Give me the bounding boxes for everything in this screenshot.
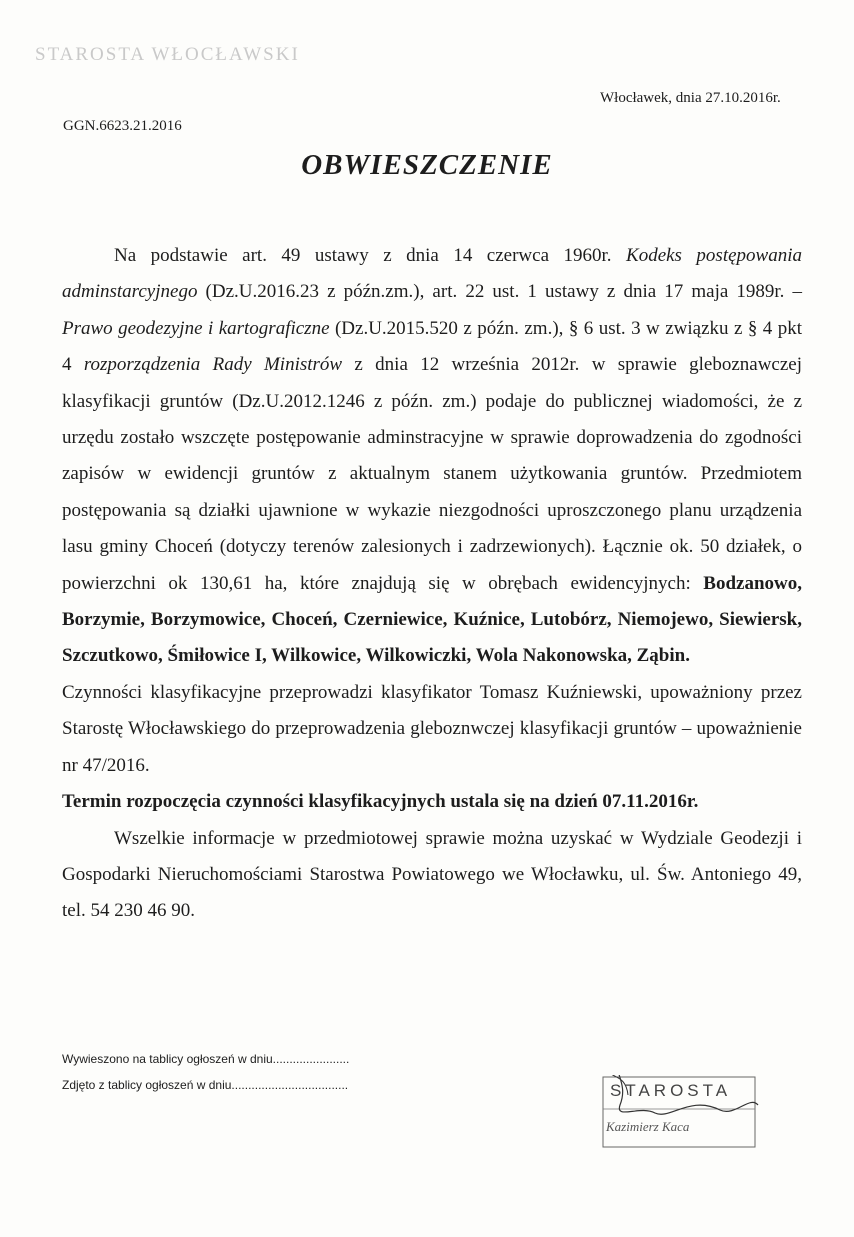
place-date: Włocławek, dnia 27.10.2016r. bbox=[600, 90, 781, 106]
text-segment: (Dz.U.2016.23 z późn.zm.), art. 22 ust. 1 ustawy z dnia 17 maja 1989r. – bbox=[197, 281, 802, 303]
posting-notes bbox=[62, 1046, 349, 1098]
document-title: OBWIESZCZENIE bbox=[301, 149, 553, 181]
paragraph-information: Wszelkie informacje w przedmiotowej sprawie można uzyskać w Wydziale Geodezji i Gospodarki Nieruchomościami Starostwa Powiatowego we Włocławku, ul. Św. Antoniego 49, tel. 54 230 46 90. bbox=[62, 827, 802, 922]
paragraph-legal-basis bbox=[62, 238, 802, 675]
text-segment: z dnia 12 września 2012r. w sprawie gleboznawczej klasyfikacji gruntów (Dz.U.2012.1246 z późn. zm.) podaje do publicznej wiadomości, że z urzędu zostało wszczęte postępowanie adminstracyjne w sprawie doprowadzenia do zgodności zapisów w ewidencji gruntów z aktualnym stanem użytkowania gruntów. Przedmiotem postępowania są działki ujawnione w wykazie niezgodności uproszczonego planu urządzenia lasu gminy Choceń (dotyczy terenów zalesionych i zadrzewionych). Łącznie ok. 50 działek, o powierzchni ok 130,61 ha, które znajdują się w obrębach ewidencyjnych: bbox=[62, 354, 803, 594]
text-segment: Na podstawie art. 49 ustawy z dnia 14 czerwca 1960r. bbox=[114, 245, 627, 266]
paragraph-classifier: Czynności klasyfikacyjne przeprowadzi klasyfikator Tomasz Kuźniewski, upoważniony przez Starostę Włocławskiego do przeprowadzenia gleboznwczej klasyfikacji gruntów – upoważnienie nr 47/2016. bbox=[62, 681, 802, 776]
document-body bbox=[62, 238, 802, 930]
act-title-regulation: rozporządzenia Rady Ministrów bbox=[83, 354, 343, 376]
letterhead: STAROSTA WŁOCŁAWSKI bbox=[35, 44, 300, 65]
paragraph-start-date: Termin rozpoczęcia czynności klasyfikacyjnych ustala się na dzień 07.11.2016r. bbox=[62, 791, 699, 813]
posted-date-line: Wywieszono na tablicy ogłoszeń w dniu....................... bbox=[62, 1052, 350, 1066]
reference-number: GGN.6623.21.2016 bbox=[63, 118, 182, 134]
stamp-title: STAROSTA bbox=[610, 1081, 732, 1100]
act-title-geodesy-law: Prawo geodezyjne i kartograficzne bbox=[62, 317, 330, 339]
removed-date-line: Zdjęto z tablicy ogłoszeń w dniu................................... bbox=[62, 1078, 349, 1092]
precinct-list: Bodzanowo, Borzymie, Borzymowice, Choceń, Czerniewice, Kuźnice, Lutobórz, Niemojewo, Siewiersk, Szczutkowo, Śmiłowice I, Wilkowice, Wilkowiczki, Wola Nakonowska, Ząbin. bbox=[62, 572, 802, 667]
text-segment: (Dz.U.2015.520 z późn. zm.), § 6 ust. 3 w związku z § 4 pkt 4 bbox=[62, 317, 802, 376]
stamp-name: Kazimierz Kaca bbox=[606, 1119, 690, 1134]
act-title-kpa: Kodeks postępowania adminstarcyjnego bbox=[62, 245, 802, 303]
